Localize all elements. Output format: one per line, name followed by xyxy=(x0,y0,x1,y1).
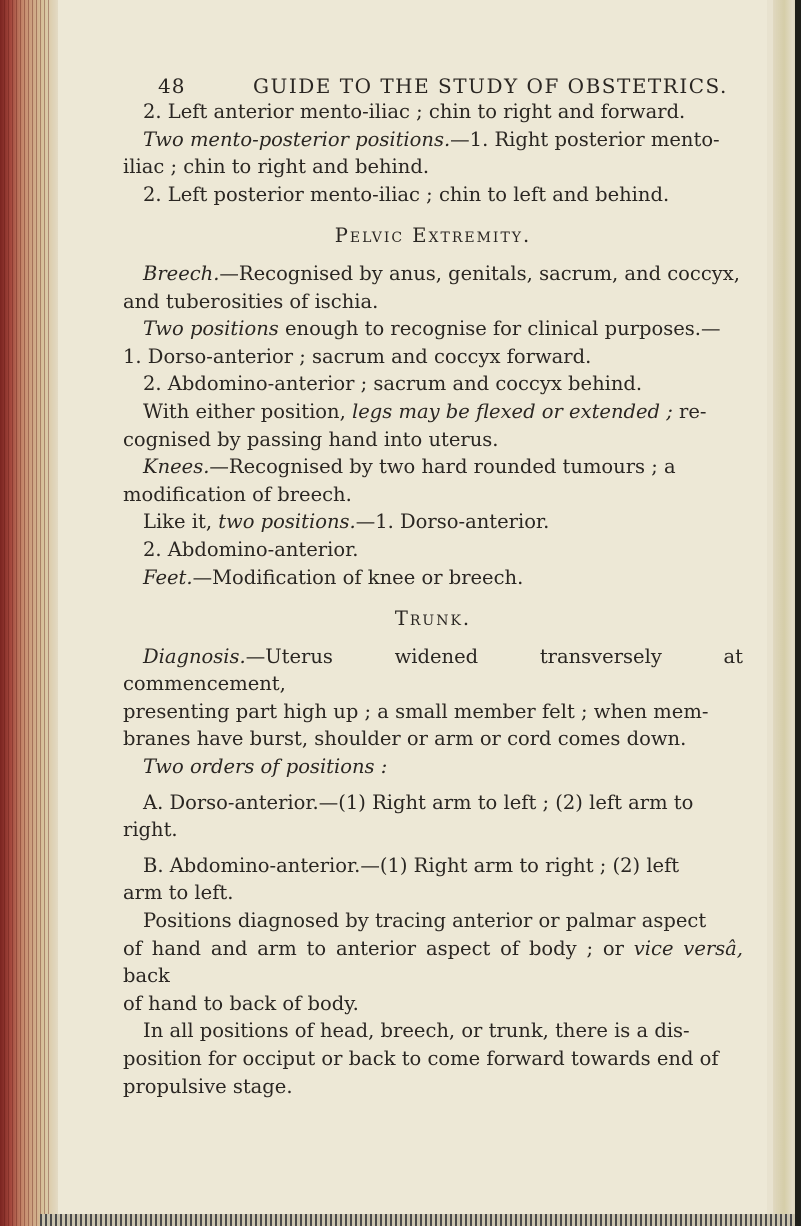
spine-texture xyxy=(4,0,50,1226)
text-line: of hand and arm to anterior aspect of body ; or vice versâ, back xyxy=(123,936,744,988)
text-line: branes have burst, shoulder or arm or cord comes down. xyxy=(123,727,687,751)
text-line: 2. Left anterior mento-iliac ; chin to right and forward. xyxy=(143,100,686,123)
text-line: of hand to back of body. xyxy=(123,991,359,1015)
page-number: 48 xyxy=(158,74,186,98)
text-line: Knees.—Recognised by two hard rounded tumours ; a xyxy=(143,455,676,479)
text-line: In all positions of head, breech, or trunk, there is a dis- xyxy=(143,1019,690,1043)
text-line: position for occiput or back to come forward towards end of xyxy=(123,1047,719,1070)
book-spine-edge xyxy=(0,0,58,1226)
text-line: right. xyxy=(123,818,178,842)
text-line: Like it, two positions.—1. Dorso-anterior. xyxy=(143,510,550,534)
text-line: propulsive stage. xyxy=(123,1074,293,1098)
page-bottom-edge xyxy=(40,1214,795,1226)
section-heading-pelvic: Pelvic Extremity. xyxy=(334,224,532,248)
text-line: 1. Dorso-anterior ; sacrum and coccyx forward. xyxy=(123,344,592,368)
text-line: modification of breech. xyxy=(123,482,352,506)
text-line: 2. Abdomino-anterior. xyxy=(143,537,359,561)
text-line: Feet.—Modification of knee or breech. xyxy=(143,565,524,589)
text-line: presenting part high up ; a small member felt ; when mem- xyxy=(123,699,709,723)
section-heading-trunk: Trunk. xyxy=(394,607,472,631)
text-line: B. Abdomino-anterior.—(1) Right arm to right ; (2) left xyxy=(143,853,680,877)
text-line: Breech.—Recognised by anus, genitals, sacrum, and coccyx, xyxy=(143,261,740,285)
text-line: With either position, legs may be flexed or extended ; re- xyxy=(143,399,707,423)
page-right-shadow xyxy=(795,0,801,1226)
text-line: 2. Left posterior mento-iliac ; chin to left and behind. xyxy=(143,182,670,206)
text-line: 2. Abdomino-anterior ; sacrum and coccyx behind. xyxy=(143,372,643,396)
text-line: Two positions enough to recognise for clinical purposes.— xyxy=(143,317,721,341)
text-line: cognised by passing hand into uterus. xyxy=(123,427,499,451)
running-title: GUIDE TO THE STUDY OF OBSTETRICS. xyxy=(253,74,728,98)
text-line: Positions diagnosed by tracing anterior or palmar aspect xyxy=(143,909,707,933)
text-line: iliac ; chin to right and behind. xyxy=(123,155,430,179)
text-line: and tuberosities of ischia. xyxy=(123,289,379,313)
text-line: Two mento-posterior positions.—1. Right posterior mento- xyxy=(143,127,720,151)
text-line: A. Dorso-anterior.—(1) Right arm to left ; (2) left arm to xyxy=(143,790,694,814)
page-body xyxy=(123,98,743,1100)
book-page xyxy=(58,0,767,1214)
text-line: Diagnosis.—Uterus widened transversely at commencement, xyxy=(123,644,743,696)
text-line: Two orders of positions : xyxy=(143,755,388,779)
text-line: arm to left. xyxy=(123,881,234,905)
